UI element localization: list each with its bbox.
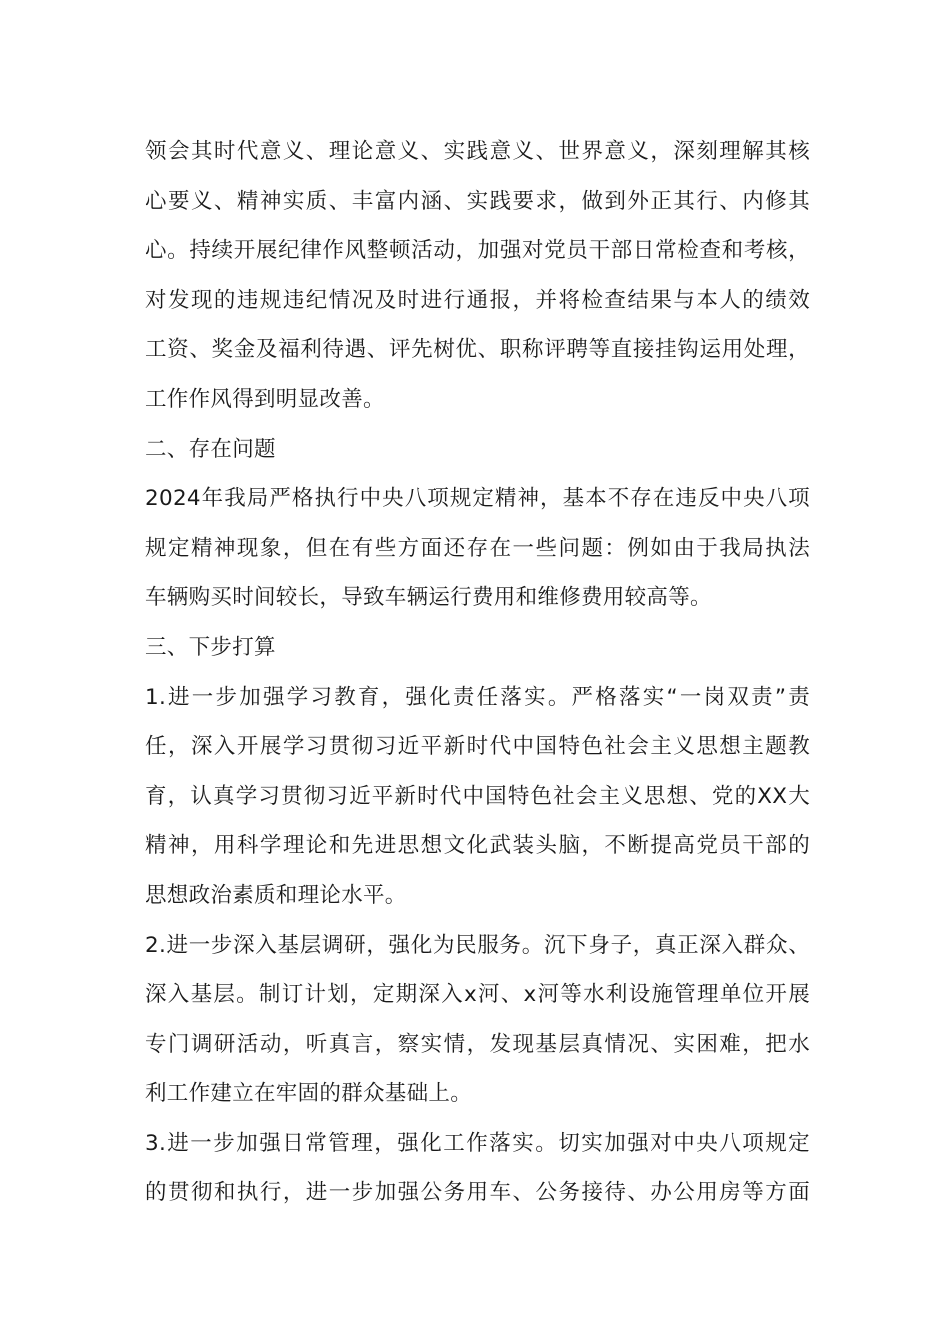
- text-line: 1.进一步加强学习教育，强化责任落实。严格落实“一岗双责”责: [145, 684, 810, 710]
- text-line: 心。持续开展纪律作风整顿活动，加强对党员干部日常检查和考核，: [145, 238, 810, 264]
- text-line: 的贯彻和执行，进一步加强公务用车、公务接待、办公用房等方面: [145, 1180, 810, 1206]
- section-heading: 二、存在问题: [145, 436, 276, 462]
- text-line: 利工作建立在牢固的群众基础上。: [145, 1081, 473, 1107]
- text-line: 深入基层。制订计划，定期深入x河、x河等水利设施管理单位开展: [145, 982, 810, 1008]
- text-line: 对发现的违规违纪情况及时进行通报，并将检查结果与本人的绩效: [145, 287, 810, 313]
- text-line: 育，认真学习贯彻习近平新时代中国特色社会主义思想、党的XX大: [145, 783, 810, 809]
- text-line: 2024年我局严格执行中央八项规定精神，基本不存在违反中央八项: [145, 486, 810, 512]
- text-line: 工资、奖金及福利待遇、评先树优、职称评聘等直接挂钩运用处理，: [145, 337, 810, 363]
- text-line: 领会其时代意义、理论意义、实践意义、世界意义，深刻理解其核: [145, 139, 810, 164]
- text-line: 车辆购买时间较长，导致车辆运行费用和维修费用较高等。: [145, 585, 712, 611]
- text-line: 规定精神现象，但在有些方面还存在一些问题：例如由于我局执法: [145, 535, 810, 561]
- section-heading: 三、下步打算: [145, 634, 276, 660]
- text-line: 工作作风得到明显改善。: [145, 386, 385, 412]
- text-line: 2.进一步深入基层调研，强化为民服务。沉下身子，真正深入群众、: [145, 932, 810, 958]
- text-line: 心要义、精神实质、丰富内涵、实践要求，做到外正其行、内修其: [145, 188, 810, 214]
- text-line: 专门调研活动，听真言，察实情，发现基层真情况、实困难，把水: [145, 1031, 810, 1057]
- body-text: [145, 132, 825, 1223]
- text-line: 精神，用科学理论和先进思想文化武装头脑，不断提高党员干部的: [145, 833, 810, 859]
- text-line: 任，深入开展学习贯彻习近平新时代中国特色社会主义思想主题教: [145, 734, 810, 760]
- text-line: 3.进一步加强日常管理，强化工作落实。切实加强对中央八项规定: [145, 1130, 810, 1156]
- text-line: 思想政治素质和理论水平。: [145, 882, 407, 908]
